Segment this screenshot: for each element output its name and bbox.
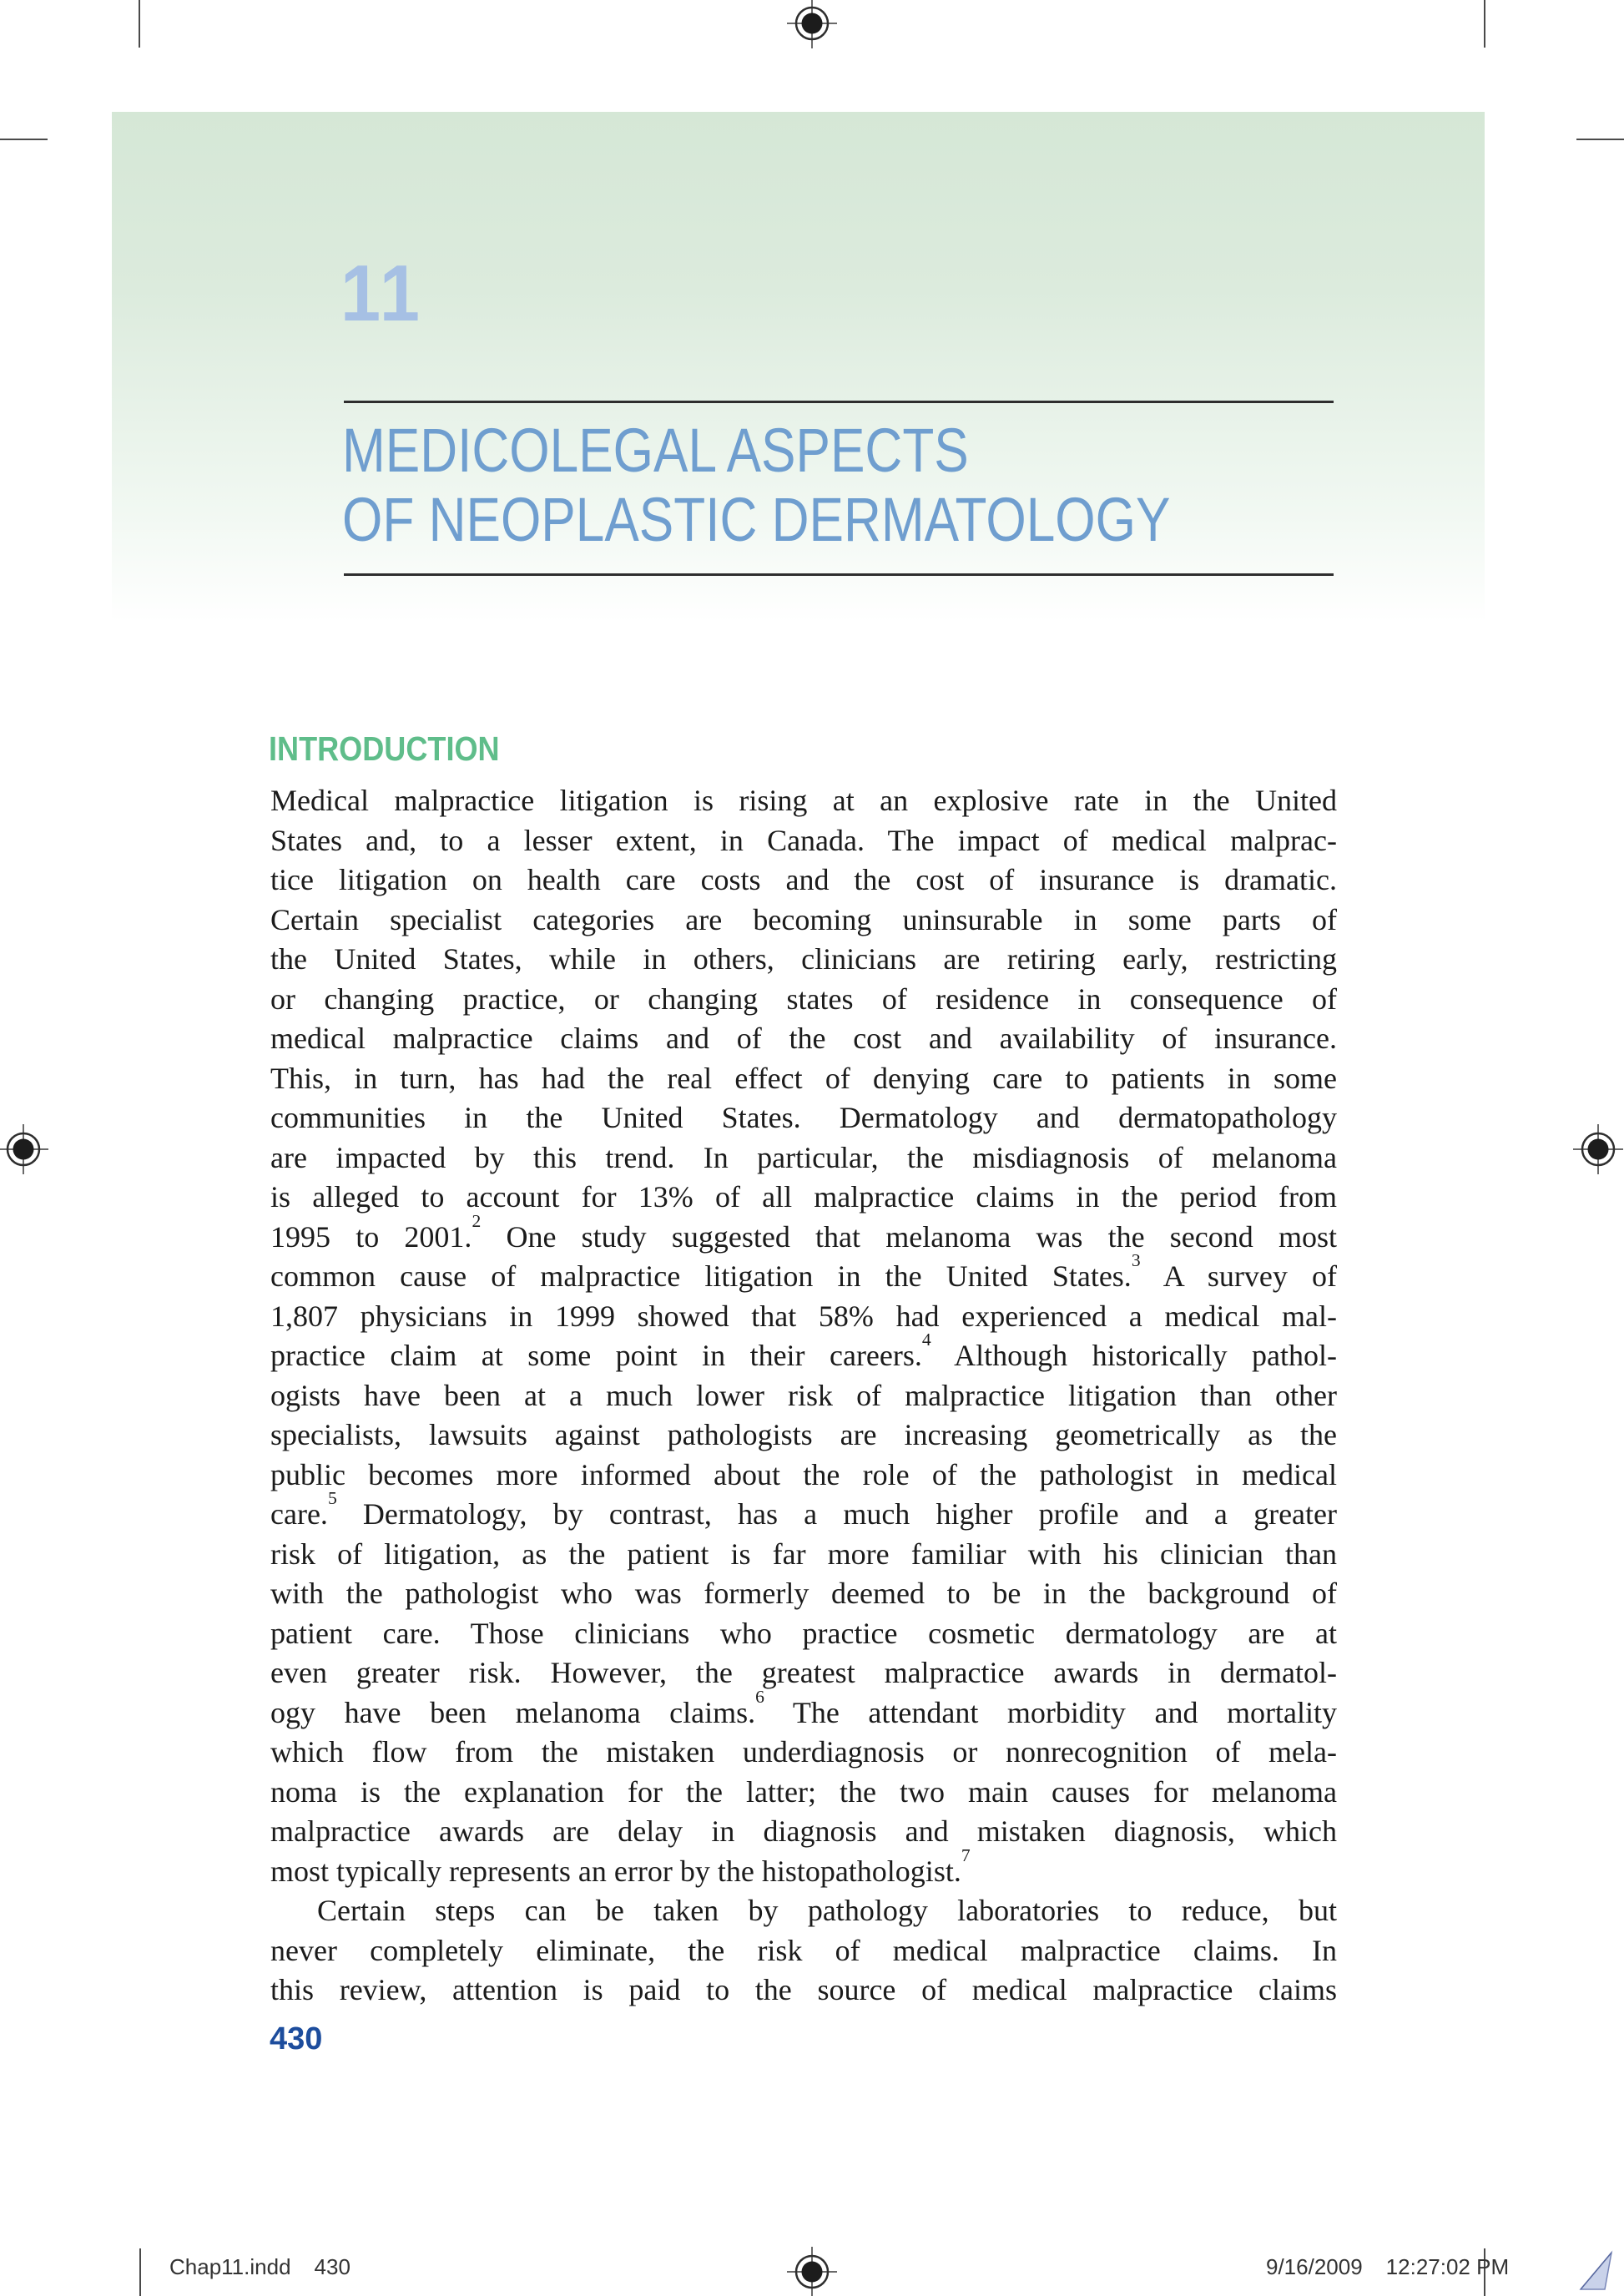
footer-filename: Chap11.indd xyxy=(169,2254,291,2279)
body-line: medical malpractice claims and of the cost and availability of insurance. xyxy=(270,1022,1337,1055)
body-line: tice litigation on health care costs and the cost of insurance is dramatic. xyxy=(270,863,1337,896)
body-line: States and, to a lesser extent, in Canada. The impact of medical malprac- xyxy=(270,823,1337,857)
crop-mark xyxy=(1484,0,1485,48)
registration-target-icon xyxy=(1573,1124,1623,1174)
crop-mark xyxy=(139,2248,141,2296)
body-line: which flow from the mistaken underdiagnosis or nonrecognition of mela- xyxy=(270,1735,1337,1769)
body-line: 1,807 physicians in 1999 showed that 58% had experienced a medical mal- xyxy=(270,1299,1337,1333)
cursor-icon xyxy=(1572,2248,1619,2293)
body-line: Medical malpractice litigation is rising at an explosive rate in the United xyxy=(270,784,1337,817)
chapter-title xyxy=(342,416,1328,554)
chapter-title-line2: OF NEOPLASTIC DERMATOLOGY xyxy=(342,485,1171,554)
chapter-number-text: 11 xyxy=(340,249,423,338)
body-line: the United States, while in others, clinicians are retiring early, restricting xyxy=(270,942,1337,976)
footer-file-page: 430 xyxy=(314,2254,351,2279)
chapter-title-line1: MEDICOLEGAL ASPECTS xyxy=(342,416,969,485)
chapter-number xyxy=(340,249,431,338)
body-line: is alleged to account for 13% of all malpractice claims in the period from xyxy=(270,1180,1337,1214)
body-line: this review, attention is paid to the source of medical malpractice claims xyxy=(270,1973,1337,2006)
body-line: practice claim at some point in their careers.$^4$ Although historically pathol- xyxy=(270,1330,1337,1372)
section-heading: INTRODUCTION xyxy=(269,729,500,768)
body-line: 1995 to 2001.$^2$ One study suggested that melanoma was the second most xyxy=(270,1210,1337,1254)
body-line: patient care. Those clinicians who practice cosmetic dermatology are at xyxy=(270,1616,1337,1650)
registration-target-icon xyxy=(787,0,837,48)
page-number: 430 xyxy=(270,2021,323,2056)
title-rule-bottom xyxy=(344,573,1334,576)
body-line: common cause of malpractice litigation in the United States.$^3$ A survey of xyxy=(270,1250,1337,1293)
footer-timestamp xyxy=(1266,2254,1509,2279)
body-line: risk of litigation, as the patient is far more familiar with his clinician than xyxy=(270,1537,1337,1571)
registration-target-icon xyxy=(0,1124,48,1174)
body-line: Certain specialist categories are becoming uninsurable in some parts of xyxy=(270,902,1337,936)
body-line: are impacted by this trend. In particular, the misdiagnosis of melanoma xyxy=(270,1140,1337,1174)
footer-date: 9/16/2009 xyxy=(1266,2254,1363,2279)
body-line: never completely eliminate, the risk of medical malpractice claims. In xyxy=(270,1933,1337,1967)
body-line: malpractice awards are delay in diagnosis and mistaken diagnosis, which xyxy=(270,1814,1337,1848)
body-line: care.$^5$ Dermatology, by contrast, has a much higher profile and a greater xyxy=(270,1488,1337,1531)
footer-imprint xyxy=(169,2254,351,2279)
body-line: ogists have been at a much lower risk of malpractice litigation than other xyxy=(270,1378,1337,1412)
body-line: even greater risk. However, the greatest malpractice awards in dermatol- xyxy=(270,1656,1337,1689)
crop-mark xyxy=(1576,139,1624,140)
body-line: communities in the United States. Dermatology and dermatopathology xyxy=(270,1101,1337,1134)
body-line: with the pathologist who was formerly deemed to be in the background of xyxy=(270,1577,1337,1610)
body-line: noma is the explanation for the latter; the two main causes for melanoma xyxy=(270,1774,1337,1809)
body-line: This, in turn, has had the real effect of denying care to patients in some xyxy=(270,1061,1337,1095)
title-rule-top xyxy=(344,401,1334,403)
body-line: or changing practice, or changing states of residence in consequence of xyxy=(270,981,1337,1016)
footer-time: 12:27:02 PM xyxy=(1385,2254,1510,2279)
body-line: ogy have been melanoma claims.$^6$ The attendant morbidity and mortality xyxy=(270,1686,1337,1729)
body-line: public becomes more informed about the role of the pathologist in medical xyxy=(270,1457,1337,1491)
body-line: specialists, lawsuits against pathologists are increasing geometrically as the xyxy=(270,1418,1337,1451)
crop-mark xyxy=(0,139,48,140)
registration-target-icon xyxy=(787,2247,837,2296)
body-line: most typically represents an error by the histopathologist.$^7$ xyxy=(270,1844,971,1888)
body-text xyxy=(270,781,1337,2011)
body-line: Certain steps can be taken by pathology laboratories to reduce, but xyxy=(317,1894,1337,1927)
crop-mark xyxy=(139,0,140,48)
